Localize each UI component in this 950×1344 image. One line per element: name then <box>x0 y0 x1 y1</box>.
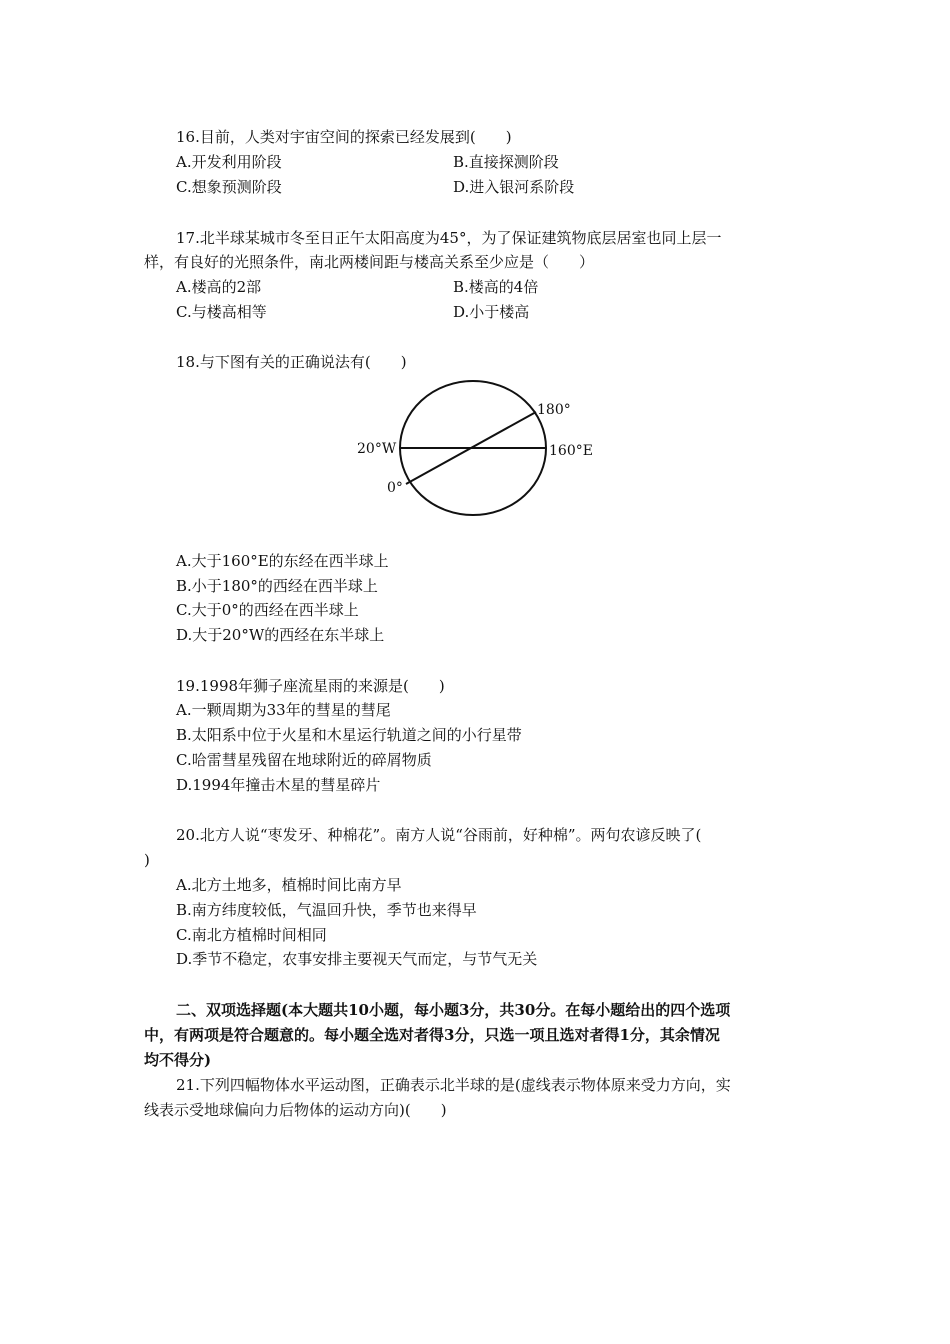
question-17-option-a: A.楼高的2部 <box>176 278 262 296</box>
question-18-option-b: B.小于180°的西经在西半球上 <box>176 577 378 595</box>
question-17-option-b: B.楼高的4倍 <box>453 278 539 296</box>
hemisphere-diagram <box>350 380 610 525</box>
question-16-stem: 16.目前，人类对宇宙空间的探索已经发展到( ) <box>176 128 512 146</box>
question-20-stem-line1: 20.北方人说“枣发牙、种棉花”。南方人说“谷雨前，好种棉”。两句农谚反映了( <box>176 826 702 844</box>
question-20-option-c: C.南北方植棉时间相同 <box>176 926 327 944</box>
question-20-option-b: B.南方纬度较低，气温回升快，季节也来得早 <box>176 901 477 919</box>
question-17-stem-line2: 样，有良好的光照条件，南北两楼间距与楼高关系至少应是（ ） <box>144 253 595 271</box>
question-20-stem-line2: ) <box>144 851 150 869</box>
question-16-option-c: C.想象预测阶段 <box>176 178 282 196</box>
label-20w: 20°W <box>357 441 397 457</box>
question-17-stem-line1: 17.北半球某城市冬至日正午太阳高度为45°，为了保证建筑物底层居室也同上层一 <box>176 229 722 247</box>
question-19-option-d: D.1994年撞击木星的彗星碎片 <box>176 776 381 794</box>
section-2-heading-line3: 均不得分) <box>144 1051 212 1069</box>
question-18-option-c: C.大于0°的西经在西半球上 <box>176 601 359 619</box>
question-18-option-d: D.大于20°W的西经在东半球上 <box>176 626 385 644</box>
question-16-option-d: D.进入银河系阶段 <box>453 178 575 196</box>
question-16-option-a: A.开发利用阶段 <box>176 153 282 171</box>
question-18-option-a: A.大于160°E的东经在西半球上 <box>176 552 389 570</box>
question-21-stem-line2: 线表示受地球偏向力后物体的运动方向)( ) <box>144 1101 447 1119</box>
label-180: 180° <box>537 402 571 418</box>
question-18-stem: 18.与下图有关的正确说法有( ) <box>176 353 407 371</box>
question-19-option-a: A.一颗周期为33年的彗星的彗尾 <box>176 701 391 719</box>
label-160e: 160°E <box>549 443 593 459</box>
question-19-stem: 19.1998年狮子座流星雨的来源是( ) <box>176 677 445 695</box>
section-2-heading-line2: 中，有两项是符合题意的。每小题全选对者得3分，只选一项且选对者得1分，其余情况 <box>144 1026 720 1044</box>
question-16-option-b: B.直接探测阶段 <box>453 153 559 171</box>
question-17-option-d: D.小于楼高 <box>453 303 530 321</box>
question-19-option-b: B.太阳系中位于火星和木星运行轨道之间的小行星带 <box>176 726 522 744</box>
question-20-option-d: D.季节不稳定，农事安排主要视天气而定，与节气无关 <box>176 950 538 968</box>
question-19-option-c: C.哈雷彗星残留在地球附近的碎屑物质 <box>176 751 432 769</box>
question-20-option-a: A.北方土地多，植棉时间比南方早 <box>176 876 402 894</box>
question-21-stem-line1: 21.下列四幅物体水平运动图，正确表示北半球的是(虚线表示物体原来受力方向，实 <box>176 1076 731 1094</box>
question-17-option-c: C.与楼高相等 <box>176 303 267 321</box>
section-2-heading-line1: 二、双项选择题(本大题共10小题，每小题3分，共30分。在每小题给出的四个选项 <box>176 1001 731 1019</box>
label-0: 0° <box>387 480 403 496</box>
